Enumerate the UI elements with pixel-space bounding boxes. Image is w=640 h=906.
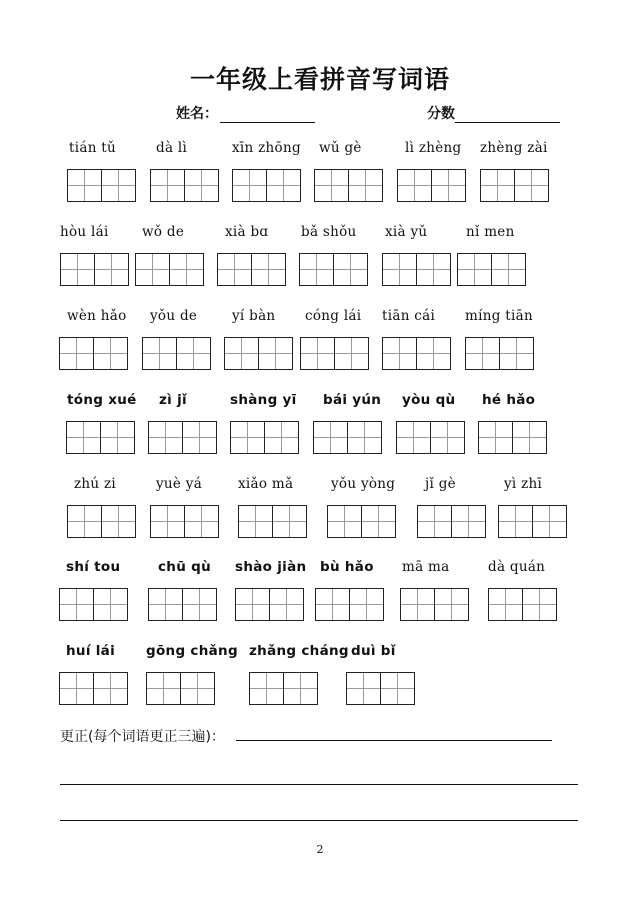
tianzige-cell[interactable] [347, 673, 380, 704]
tianzige-cell[interactable] [416, 254, 450, 285]
pinyin-label: wǒ de [142, 224, 185, 240]
tianzige-cell[interactable] [315, 170, 348, 201]
tianzige-cell[interactable] [333, 254, 367, 285]
page-number: 2 [316, 843, 324, 856]
tianzige-cell[interactable] [236, 589, 269, 620]
tianzige-cell[interactable] [176, 338, 210, 369]
writing-grid [382, 253, 451, 286]
tianzige-cell[interactable] [272, 506, 306, 537]
tianzige-cell[interactable] [258, 338, 292, 369]
writing-line[interactable] [60, 784, 578, 785]
writing-grid [397, 169, 466, 202]
tianzige-cell[interactable] [60, 589, 93, 620]
tianzige-cell[interactable] [499, 506, 532, 537]
writing-grid [59, 337, 128, 370]
writing-grid [249, 672, 318, 705]
pinyin-label: shàng yī [230, 392, 297, 408]
writing-grid [66, 421, 135, 454]
pinyin-label: bǎ shǒu [301, 224, 357, 240]
writing-grid [382, 337, 451, 370]
pinyin-label: tián tǔ [69, 140, 116, 156]
writing-grid [480, 169, 549, 202]
tianzige-cell[interactable] [334, 338, 368, 369]
word-row [0, 308, 640, 388]
tianzige-cell[interactable] [269, 589, 303, 620]
tianzige-cell[interactable] [266, 170, 300, 201]
tianzige-cell[interactable] [67, 422, 100, 453]
tianzige-cell[interactable] [151, 170, 184, 201]
tianzige-cell[interactable] [301, 338, 334, 369]
tianzige-cell[interactable] [314, 422, 347, 453]
pinyin-label: wǔ gè [319, 140, 362, 156]
pinyin-label: jǐ gè [425, 476, 456, 492]
writing-grid [315, 588, 384, 621]
tianzige-cell[interactable] [300, 254, 333, 285]
pinyin-label: shí tou [66, 559, 121, 575]
tianzige-cell[interactable] [68, 506, 101, 537]
tianzige-cell[interactable] [60, 673, 93, 704]
pinyin-label: lì zhèng [405, 140, 462, 156]
tianzige-cell[interactable] [347, 422, 381, 453]
tianzige-cell[interactable] [184, 506, 218, 537]
pinyin-label: gōng chǎng [146, 643, 238, 659]
pinyin-label: zhú zi [74, 476, 117, 492]
pinyin-label: hé hǎo [482, 392, 536, 408]
writing-grid [150, 169, 219, 202]
tianzige-cell[interactable] [328, 506, 361, 537]
tianzige-cell[interactable] [430, 422, 464, 453]
name-blank[interactable] [220, 107, 315, 123]
pinyin-label: shào jiàn [235, 559, 307, 575]
tianzige-cell[interactable] [61, 254, 94, 285]
writing-grid [314, 169, 383, 202]
tianzige-cell[interactable] [101, 170, 135, 201]
score-label: 分数 [427, 106, 455, 122]
tianzige-cell[interactable] [418, 506, 451, 537]
name-label: 姓名： [176, 106, 218, 122]
word-row [0, 476, 640, 556]
tianzige-cell[interactable] [101, 506, 135, 537]
writing-grid [498, 505, 567, 538]
tianzige-cell[interactable] [149, 589, 182, 620]
writing-grid [230, 421, 299, 454]
tianzige-cell[interactable] [233, 170, 266, 201]
writing-grid [224, 337, 293, 370]
tianzige-cell[interactable] [522, 589, 556, 620]
pinyin-label: yuè yá [156, 476, 203, 492]
pinyin-label: bái yún [323, 392, 382, 408]
tianzige-cell[interactable] [451, 506, 485, 537]
tianzige-cell[interactable] [136, 254, 169, 285]
tianzige-cell[interactable] [499, 338, 533, 369]
tianzige-cell[interactable] [349, 589, 383, 620]
tianzige-cell[interactable] [93, 338, 127, 369]
score-blank[interactable] [455, 107, 560, 123]
pinyin-label: tiān cái [382, 308, 436, 324]
pinyin-label: yǒu de [150, 308, 198, 324]
pinyin-label: huí lái [66, 643, 116, 659]
pinyin-label: yí bàn [232, 308, 276, 324]
pinyin-label: xīn zhōng [232, 140, 301, 156]
pinyin-label: wèn hǎo [67, 308, 127, 324]
writing-grid [327, 505, 396, 538]
pinyin-label: chū qù [158, 559, 211, 575]
pinyin-label: tóng xué [67, 392, 137, 408]
writing-grid [148, 421, 217, 454]
pinyin-label: mā ma [402, 559, 450, 575]
tianzige-cell[interactable] [434, 589, 468, 620]
tianzige-cell[interactable] [239, 506, 272, 537]
writing-grid [299, 253, 368, 286]
word-row [0, 140, 640, 220]
writing-grid [238, 505, 307, 538]
tianzige-cell[interactable] [60, 338, 93, 369]
tianzige-cell[interactable] [383, 254, 416, 285]
pinyin-label: xià bɑ [225, 224, 269, 240]
writing-grid [235, 588, 304, 621]
tianzige-cell[interactable] [218, 254, 251, 285]
correction-label: 更正(每个词语更正三遍)： [60, 729, 225, 745]
tianzige-cell[interactable] [514, 170, 548, 201]
tianzige-cell[interactable] [532, 506, 566, 537]
pinyin-label: yǒu yòng [331, 476, 396, 492]
tianzige-cell[interactable] [180, 673, 214, 704]
writing-grid [313, 421, 382, 454]
tianzige-cell[interactable] [250, 673, 283, 704]
writing-grid [150, 505, 219, 538]
word-row [0, 643, 640, 723]
tianzige-cell[interactable] [231, 422, 264, 453]
tianzige-cell[interactable] [100, 422, 134, 453]
writing-grid [465, 337, 534, 370]
writing-grid [457, 253, 526, 286]
writing-line[interactable] [60, 820, 578, 821]
writing-grid [142, 337, 211, 370]
tianzige-cell[interactable] [383, 338, 416, 369]
tianzige-cell[interactable] [93, 589, 127, 620]
tianzige-cell[interactable] [182, 589, 216, 620]
tianzige-cell[interactable] [169, 254, 203, 285]
tianzige-cell[interactable] [481, 170, 514, 201]
tianzige-cell[interactable] [151, 506, 184, 537]
tianzige-cell[interactable] [416, 338, 450, 369]
pinyin-label: duì bǐ [351, 643, 396, 659]
tianzige-cell[interactable] [184, 170, 218, 201]
pinyin-label: dà quán [488, 559, 546, 575]
writing-grid [148, 588, 217, 621]
pinyin-label: hòu lái [60, 224, 109, 240]
tianzige-cell[interactable] [225, 338, 258, 369]
student-name-field[interactable] [176, 103, 315, 123]
writing-grid [217, 253, 286, 286]
pinyin-label: xiǎo mǎ [238, 476, 294, 492]
tianzige-cell[interactable] [466, 338, 499, 369]
word-row [0, 224, 640, 304]
tianzige-cell[interactable] [431, 170, 465, 201]
tianzige-cell[interactable] [398, 170, 431, 201]
tianzige-cell[interactable] [397, 422, 430, 453]
pinyin-label: zì jǐ [159, 392, 187, 408]
pinyin-label: dà lì [156, 140, 188, 156]
writing-grid [488, 588, 557, 621]
tianzige-cell[interactable] [348, 170, 382, 201]
writing-grid [417, 505, 486, 538]
writing-grid [396, 421, 465, 454]
writing-grid [59, 672, 128, 705]
tianzige-cell[interactable] [182, 422, 216, 453]
writing-grid [60, 253, 129, 286]
pinyin-label: yì zhī [504, 476, 543, 492]
correction-line[interactable] [236, 740, 552, 741]
tianzige-cell[interactable] [479, 422, 512, 453]
writing-grid [300, 337, 369, 370]
writing-grid [67, 505, 136, 538]
pinyin-label: yòu qù [402, 392, 456, 408]
writing-grid [146, 672, 215, 705]
writing-grid [232, 169, 301, 202]
tianzige-cell[interactable] [68, 170, 101, 201]
writing-grid [400, 588, 469, 621]
tianzige-cell[interactable] [380, 673, 414, 704]
tianzige-cell[interactable] [94, 254, 128, 285]
tianzige-cell[interactable] [512, 422, 546, 453]
tianzige-cell[interactable] [401, 589, 434, 620]
writing-grid [346, 672, 415, 705]
tianzige-cell[interactable] [143, 338, 176, 369]
tianzige-cell[interactable] [361, 506, 395, 537]
tianzige-cell[interactable] [283, 673, 317, 704]
pinyin-label: nǐ men [466, 224, 515, 240]
tianzige-cell[interactable] [93, 673, 127, 704]
score-field[interactable] [427, 103, 560, 123]
pinyin-label: zhǎng cháng [249, 643, 349, 659]
pinyin-label: bù hǎo [320, 559, 374, 575]
tianzige-cell[interactable] [264, 422, 298, 453]
tianzige-cell[interactable] [458, 254, 491, 285]
tianzige-cell[interactable] [491, 254, 525, 285]
tianzige-cell[interactable] [251, 254, 285, 285]
writing-grid [135, 253, 204, 286]
tianzige-cell[interactable] [149, 422, 182, 453]
writing-grid [478, 421, 547, 454]
tianzige-cell[interactable] [316, 589, 349, 620]
writing-grid [59, 588, 128, 621]
page-title: 一年级上看拼音写词语 [189, 65, 450, 94]
tianzige-cell[interactable] [489, 589, 522, 620]
tianzige-cell[interactable] [147, 673, 180, 704]
pinyin-label: cóng lái [305, 308, 362, 324]
pinyin-label: míng tiān [465, 308, 533, 324]
pinyin-label: xià yǔ [385, 224, 428, 240]
word-row [0, 392, 640, 472]
pinyin-label: zhèng zài [480, 140, 548, 156]
writing-grid [67, 169, 136, 202]
word-row [0, 559, 640, 639]
